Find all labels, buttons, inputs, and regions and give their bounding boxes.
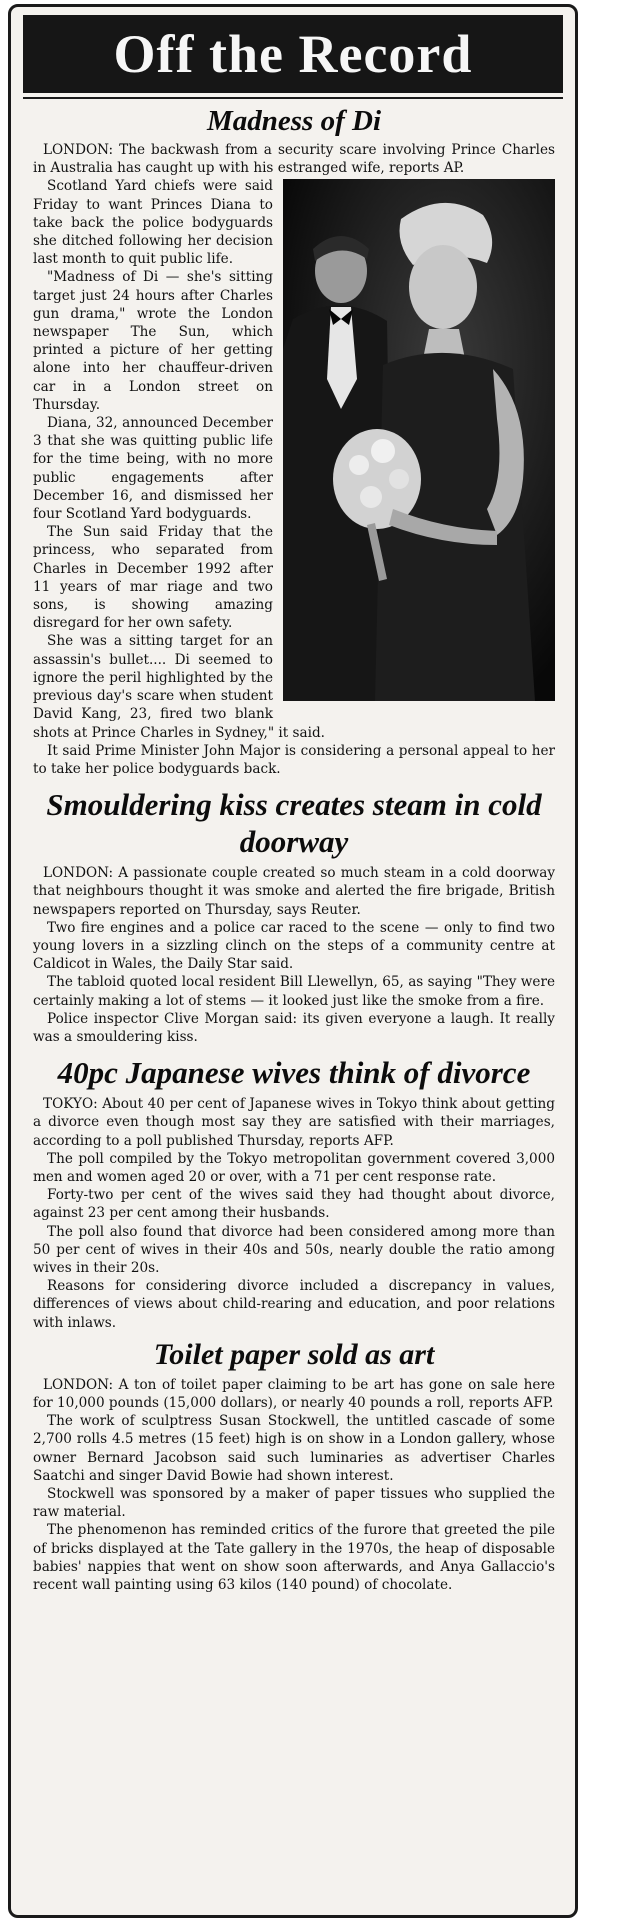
- paragraph: Diana, 32, announced December 3 that she was quitting public life for the time being, with no more public engagements after December 16, and dismissed her four Scotland Yard bodyguards.: [33, 415, 273, 523]
- article-smouldering-kiss: [33, 786, 555, 1046]
- article-toilet-paper-art: [33, 1338, 555, 1594]
- paragraph: Reasons for considering divorce included a discrepancy in values, differences of views about child-rearing and education, and poor relations with inlaws.: [33, 1278, 555, 1331]
- masthead-rule: [23, 97, 563, 99]
- photo-image: [283, 179, 555, 701]
- newspaper-clipping: [8, 4, 578, 1918]
- article-madness-of-di: [33, 105, 555, 778]
- paragraph: The phenomenon has reminded critics of the furore that greeted the pile of bricks displayed at the Tate gallery in the 1970s, the heap of disposable babies' nappies that went on show soon afterwards, and Anya Gallaccio's recent wall painting using 63 kilos (140 pound) of chocolate.: [33, 1522, 555, 1594]
- headline: Toilet paper sold as art: [153, 1337, 435, 1371]
- masthead: [23, 15, 563, 93]
- paragraph: The Sun said Friday that the princess, who separated from Charles in December 1992 after 11 years of mar riage and two sons, is showing amazing disregard for her own safety.: [33, 524, 273, 632]
- paragraph: The poll compiled by the Tokyo metropolitan government covered 3,000 men and women aged 20 or over, with a 71 per cent response rate.: [33, 1150, 555, 1185]
- paragraph: Police inspector Clive Morgan said: its given everyone a laugh. It really was a smouldering kiss.: [33, 1010, 555, 1045]
- masthead-title: Off the Record: [113, 24, 473, 84]
- paragraph: The tabloid quoted local resident Bill Llewellyn, 65, as saying "They were certainly making a lot of stems — it looked just like the smoke from a fire.: [33, 974, 555, 1009]
- paragraph: LONDON: A ton of toilet paper claiming to be art has gone on sale here for 10,000 pounds (15,000 dollars), or nearly 40 pounds a roll, reports AFP.: [33, 1376, 555, 1411]
- paragraph: LONDON: The backwash from a security scare involving Prince Charles in Australia has caught up with his estranged wife, reports AP.: [33, 142, 555, 177]
- paragraph: Two fire engines and a police car raced to the scene — only to find two young lovers in a sizzling clinch on the steps of a community centre at Caldicot in Wales, the Daily Star said.: [33, 919, 555, 973]
- paragraph: Stockwell was sponsored by a maker of paper tissues who supplied the raw material.: [33, 1486, 555, 1521]
- paragraph: The work of sculptress Susan Stockwell, the untitled cascade of some 2,700 rolls 4.5 metres (15 feet) high is on show in a London gallery, whose owner Bernard Jacobson said such luminaries as advertiser Charles Saatchi and singer David Bowie had shown interest.: [33, 1413, 555, 1484]
- paragraph: Scotland Yard chiefs were said Friday to want Princes Diana to take back the police bodyguards she ditched following her decision last month to quit public life.: [33, 178, 273, 268]
- column: [11, 105, 575, 1594]
- paragraph: Forty-two per cent of the wives said they had thought about divorce, against 23 per cent among their husbands.: [33, 1187, 555, 1222]
- paragraph: The poll also found that divorce had been considered among more than 50 per cent of wives in their 40s and 50s, nearly double the ratio among wives in their 20s.: [33, 1223, 555, 1276]
- headline: 40pc Japanese wives think of divorce: [57, 1055, 531, 1091]
- paragraph: "Madness of Di — she's sitting target just 24 hours after Charles gun drama," wrote the London newspaper The Sun, which printed a picture of her getting alone into her chauffeur-driven car in a London street on Thursday.: [33, 269, 273, 413]
- article-japanese-wives: [33, 1054, 555, 1332]
- paragraph: She was a sitting target for an assassin's bullet.... Di seemed to ignore the peril highlighted by the previous day's scare when student David Kang, 23, fired two blank shots at Prince Charles in Sydney," it said.: [33, 633, 326, 741]
- paragraph: LONDON: A passionate couple created so much steam in a cold doorway that neighbours thought it was smoke and alerted the fire brigade, British newspapers reported on Thursday, says Reuter.: [33, 865, 555, 918]
- paragraph: It said Prime Minister John Major is considering a personal appeal to her to take her police bodyguards back.: [33, 742, 555, 777]
- photo-charles-and-diana: [283, 179, 555, 701]
- headline: Smouldering kiss creates steam in cold doorway: [46, 787, 542, 860]
- headline: Madness of Di: [206, 105, 381, 137]
- paragraph: TOKYO: About 40 per cent of Japanese wives in Tokyo think about getting a divorce even though most say they are satisfied with their marriages, according to a poll published Thursday, reports AFP.: [33, 1096, 555, 1149]
